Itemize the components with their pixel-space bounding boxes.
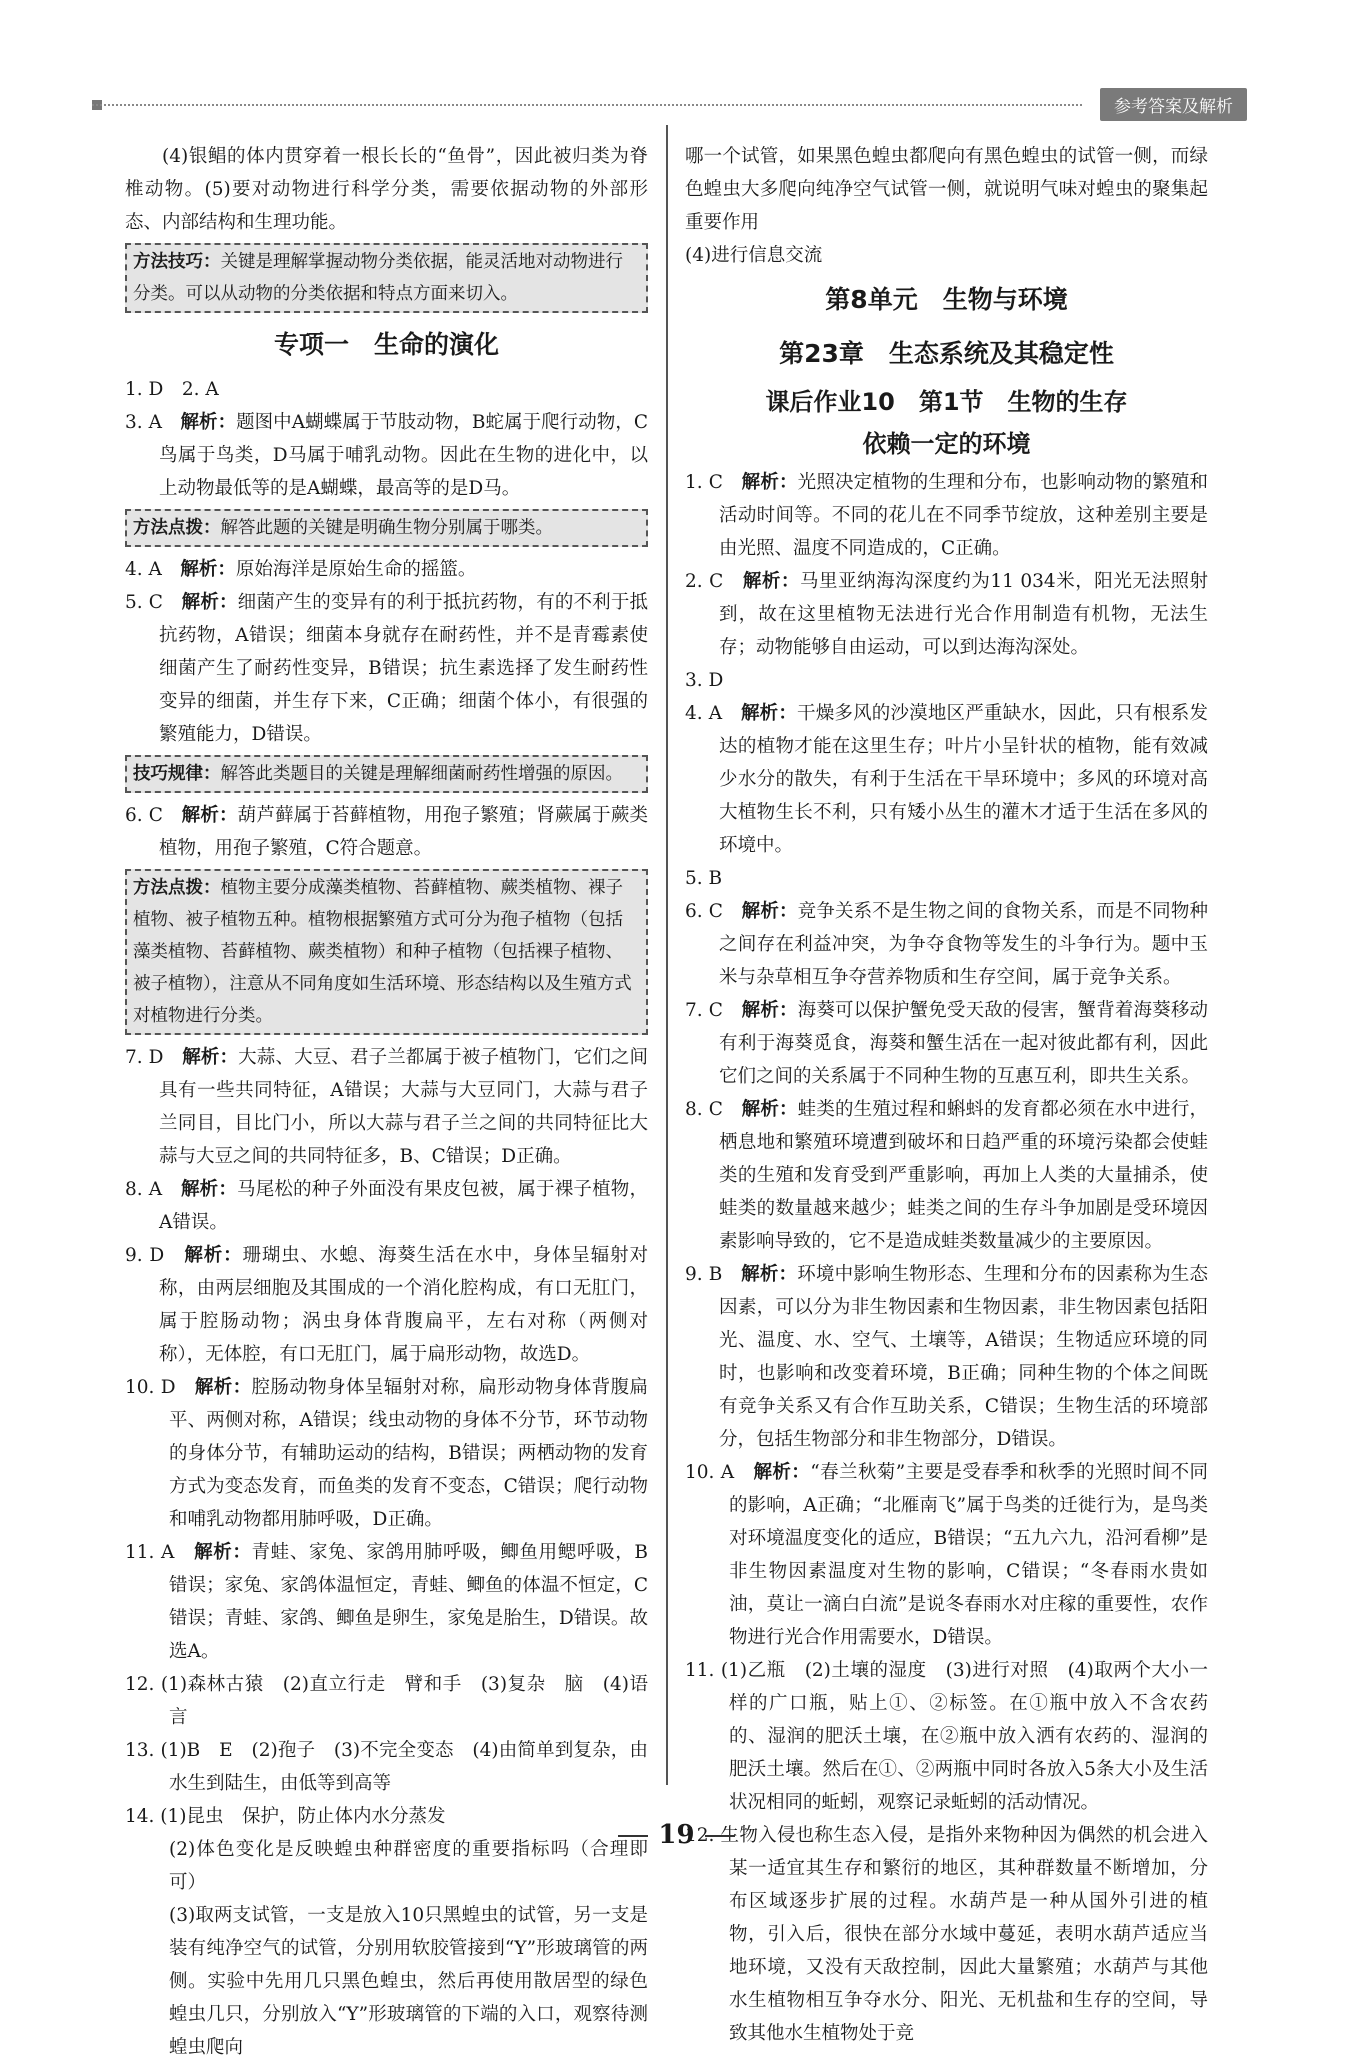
- page-number: 19: [0, 1820, 1353, 1850]
- answer-item: 7. C 解析：海葵可以保护蟹免受天敌的侵害，蟹背着海葵移动有利于海葵觅食，海葵和蟹生活在一起对彼此都有利，因此它们之间的关系属于不同种生物的互惠互利，即共生关系。: [685, 1000, 1208, 1087]
- answer-subitem: (2)体色变化是反映蝗虫种群密度的重要指标吗（合理即可）: [169, 1839, 648, 1893]
- answer-item: 11. (1)乙瓶 (2)土壤的湿度 (3)进行对照 (4)取两个大小一样的广口瓶，贴上①、②标签。在①瓶中放入不含农药的、湿润的肥沃土壤，在②瓶中放入洒有农药的、湿润的肥沃土壤。然后在①、②两瓶中同时各放入5条大小及生活状况相同的蚯蚓，观察记录蚯蚓的活动情况。: [685, 1660, 1208, 1813]
- header-rule: [92, 104, 1082, 116]
- answer-item: 8. C 解析：蛙类的生殖过程和蝌蚪的发育都必须在水中进行，栖息地和繁殖环境遭到破坏和日趋严重的环境污染都会使蛙类的生殖和发育受到严重影响，再加上人类的大量捕杀，使蛙类的数量越来越少；蛙类之间的生存斗争加剧是受环境因素影响导致的，它不是造成蛙类数量减少的主要原因。: [685, 1099, 1208, 1252]
- right-column: [685, 140, 1208, 2050]
- answer-item: 9. B 解析：环境中影响生物形态、生理和分布的因素称为生态因素，可以分为非生物因素和生物因素，非生物因素包括阳光、温度、水、空气、土壤等，A错误；生物适应环境的同时，也影响和改变着环境，B正确；同种生物的个体之间既有竞争关系又有合作互助关系，C错误；生物生活的环境部分，包括生物部分和非生物部分，D错误。: [685, 1264, 1208, 1450]
- chapter-title: 第23章 生态系统及其稳定性: [779, 339, 1114, 368]
- answer-item: 5. B: [685, 868, 723, 889]
- answer-item: 6. C 解析：葫芦藓属于苔藓植物，用孢子繁殖；肾蕨属于蕨类植物，用孢子繁殖，C符合题意。: [125, 805, 648, 859]
- left-column: [125, 140, 648, 2064]
- answer-item: 1. D 2. A: [125, 379, 219, 400]
- lesson-title-line2: 依赖一定的环境: [862, 430, 1031, 458]
- column-divider: [666, 125, 668, 1785]
- answer-item: 10. D 解析：腔肠动物身体呈辐射对称，扁形动物身体背腹扁平、两侧对称，A错误；线虫动物的身体不分节，环节动物的身体分节，有辅助运动的结构，B错误；两栖动物的发育方式为变态发育，而鱼类的发育不变态，C错误；爬行动物和哺乳动物都用肺呼吸，D正确。: [125, 1377, 648, 1530]
- section-title: 专项一 生命的演化: [273, 330, 499, 359]
- answer-item: 4. A 解析：干燥多风的沙漠地区严重缺水，因此，只有根系发达的植物才能在这里生存；叶片小呈针状的植物，能有效减少水分的散失，有利于生活在干旱环境中；多风的环境对高大植物生长不利，只有矮小丛生的灌木才适于生活在多风的环境中。: [685, 703, 1208, 856]
- answer-item: 13. (1)B E (2)孢子 (3)不完全变态 (4)由简单到复杂，由水生到陆生，由低等到高等: [125, 1740, 648, 1794]
- header-tab: 参考答案及解析: [1100, 88, 1247, 121]
- unit-title: 第8单元 生物与环境: [825, 285, 1068, 314]
- answer-item: 2. C 解析：马里亚纳海沟深度约为11 034米，阳光无法照射到，故在这里植物无法进行光合作用制造有机物，无法生存；动物能够自由运动，可以到达海沟深处。: [685, 571, 1209, 658]
- answer-item: 5. C 解析：细菌产生的变异有的利于抵抗药物，有的不利于抵抗药物，A错误；细菌本身就存在耐药性，并不是青霉素使细菌产生了耐药性变异，B错误；抗生素选择了发生耐药性变异的细菌，并生存下来，C正确；细菌个体小，有很强的繁殖能力，D错误。: [125, 592, 648, 745]
- answer-item: 3. A 解析：题图中A蝴蝶属于节肢动物，B蛇属于爬行动物，C鸟属于鸟类，D马属于哺乳动物。因此在生物的进化中，以上动物最低等的是A蝴蝶，最高等的是D马。: [125, 412, 648, 499]
- tip-box: 技巧规律：解答此类题目的关键是理解细菌耐药性增强的原因。: [125, 755, 648, 793]
- answer-item: 3. D: [685, 670, 724, 691]
- answer-subitem: (3)取两支试管，一支是放入10只黑蝗虫的试管，另一支是装有纯净空气的试管，分别用软胶管接到“Y”形玻璃管的两侧。实验中先用几只黑色蝗虫，然后再使用散居型的绿色蝗虫几只，分别放入“Y”形玻璃管的下端的入口，观察待测蝗虫爬向: [169, 1905, 648, 2058]
- paragraph: (4)进行信息交流: [685, 245, 823, 266]
- answer-item: 8. A 解析：马尾松的种子外面没有果皮包被，属于裸子植物，A错误。: [125, 1179, 648, 1233]
- answer-item: 12. (1)森林古猿 (2)直立行走 臂和手 (3)复杂 脑 (4)语言: [125, 1674, 648, 1728]
- answer-item: 11. A 解析：青蛙、家兔、家鸽用肺呼吸，鲫鱼用鳃呼吸，B错误；家兔、家鸽体温恒定，青蛙、鲫鱼的体温不恒定，C错误；青蛙、家鸽、鲫鱼是卵生，家兔是胎生，D错误。故选A。: [125, 1542, 648, 1662]
- answer-item: 1. C 解析：光照决定植物的生理和分布，也影响动物的繁殖和活动时间等。不同的花儿在不同季节绽放，这种差别主要是由光照、温度不同造成的，C正确。: [685, 472, 1208, 559]
- tip-box: 方法技巧：关键是理解掌握动物分类依据，能灵活地对动物进行分类。可以从动物的分类依据和特点方面来切入。: [125, 243, 648, 313]
- tip-box: 方法点拨：解答此题的关键是明确生物分别属于哪类。: [125, 509, 648, 547]
- answer-item: 10. A 解析：“春兰秋菊”主要是受春季和秋季的光照时间不同的影响，A正确；“北雁南飞”属于鸟类的迁徙行为，是鸟类对环境温度变化的适应，B错误；“五九六九，沿河看柳”是非生物因素温度对生物的影响，C错误；“冬春雨水贵如油，莫让一滴白白流”是说冬春雨水对庄稼的重要性，农作物进行光合作用需要水，D错误。: [685, 1462, 1208, 1648]
- lesson-title: 课后作业10 第1节 生物的生存: [765, 388, 1128, 416]
- answer-item: 7. D 解析：大蒜、大豆、君子兰都属于被子植物门，它们之间具有一些共同特征，A错误；大蒜与大豆同门，大蒜与君子兰同目，目比门小，所以大蒜与君子兰之间的共同特征比大蒜与大豆之间的共同特征多，B、C错误；D正确。: [125, 1047, 648, 1167]
- paragraph: 哪一个试管，如果黑色蝗虫都爬向有黑色蝗虫的试管一侧，而绿色蝗虫大多爬向纯净空气试管一侧，就说明气味对蝗虫的聚集起重要作用: [685, 146, 1208, 233]
- answer-item: 12. 生物入侵也称生态入侵，是指外来物种因为偶然的机会进入某一适宜其生存和繁衍的地区，其种群数量不断增加，分布区域逐步扩展的过程。水葫芦是一种从国外引进的植物，引入后，很快在部分水域中蔓延，表明水葫芦适应当地环境，又没有天敌控制，因此大量繁殖；水葫芦与其他水生植物相互争夺水分、阳光、无机盐和生存的空间，导致其他水生植物处于竞: [685, 1825, 1208, 2044]
- tip-box: 方法点拨：植物主要分成藻类植物、苔藓植物、蕨类植物、裸子植物、被子植物五种。植物根据繁殖方式可分为孢子植物（包括藻类植物、苔藓植物、蕨类植物）和种子植物（包括裸子植物、被子植物），注意从不同角度如生活环境、形态结构以及生殖方式对植物进行分类。: [125, 869, 648, 1035]
- answer-item: 9. D 解析：珊瑚虫、水螅、海葵生活在水中，身体呈辐射对称，由两层细胞及其围成的一个消化腔构成，有口无肛门，属于腔肠动物；涡虫身体背腹扁平，左右对称（两侧对称），无体腔，有口无肛门，属于扁形动物，故选D。: [125, 1245, 648, 1365]
- answer-item: 14. (1)昆虫 保护，防止体内水分蒸发: [125, 1806, 446, 1827]
- answer-item: 6. C 解析：竞争关系不是生物之间的食物关系，而是不同物种之间存在利益冲突，为争夺食物等发生的斗争行为。题中玉米与杂草相互争夺营养物质和生存空间，属于竞争关系。: [685, 901, 1208, 988]
- paragraph: (4)银鲳的体内贯穿着一根长长的“鱼骨”，因此被归类为脊椎动物。(5)要对动物进行科学分类，需要依据动物的外部形态、内部结构和生理功能。: [125, 146, 648, 233]
- answer-item: 4. A 解析：原始海洋是原始生命的摇篮。: [125, 559, 477, 580]
